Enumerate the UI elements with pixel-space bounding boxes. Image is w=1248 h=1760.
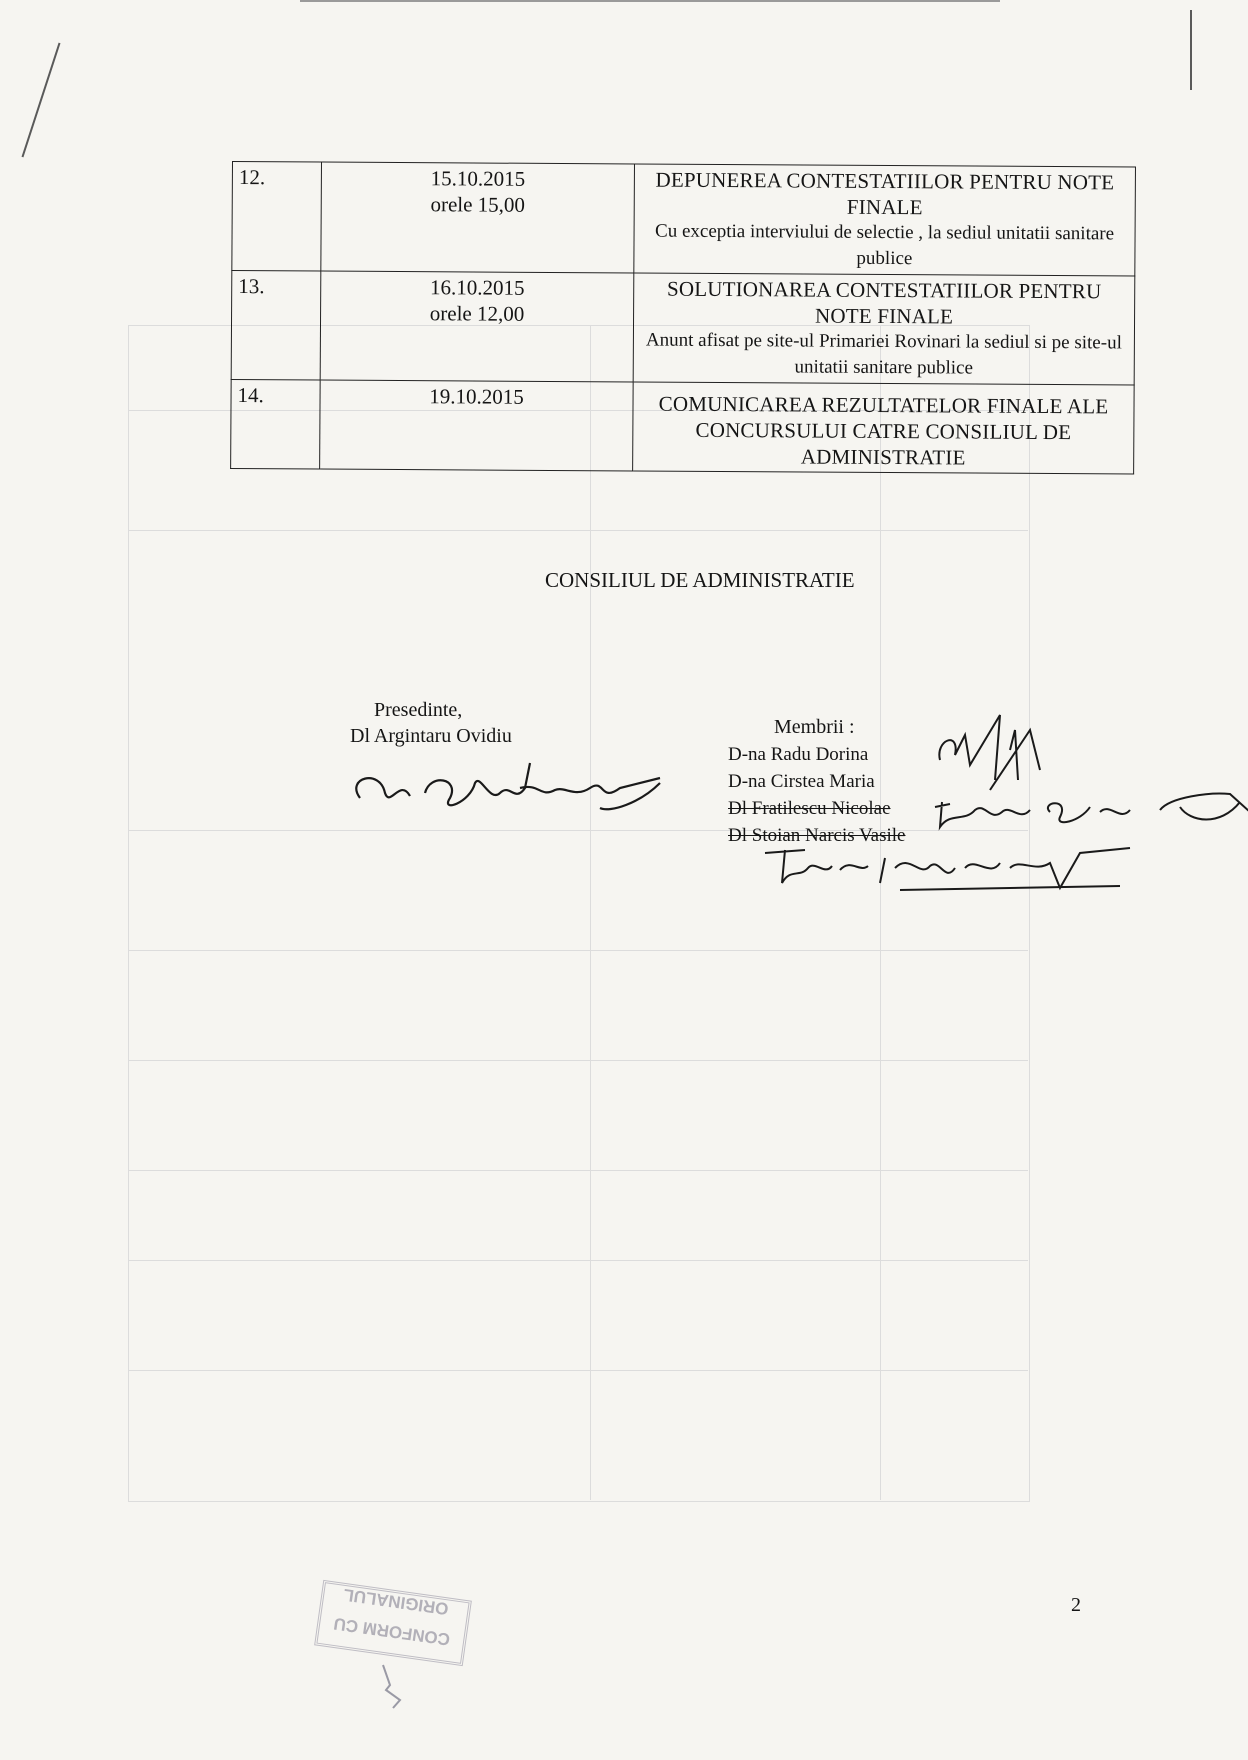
stamp-line: CONFORM CU [332, 1613, 452, 1649]
member-signature [930, 782, 1248, 837]
members-title: Membrii : [774, 716, 855, 738]
event-note: Anunt afisat pe site-ul Primariei Rovinari la sediul si pe site-ul unitatii sanitare publice [645, 329, 1122, 379]
event-cell [633, 273, 1135, 385]
president-title: Presedinte, [374, 699, 463, 721]
event-note: Cu exceptia interviului de selectie , la sediul unitatii sanitare publice [655, 220, 1115, 270]
time: orele 12,00 [429, 301, 525, 326]
date-cell [320, 380, 634, 471]
member-name: Dl Fratilescu Nicolae [728, 798, 891, 819]
bleed-through-line [128, 1060, 1028, 1061]
bleed-through-line [128, 1370, 1028, 1371]
member-name: Dl Stoian Narcis Vasile [728, 825, 906, 846]
date: 15.10.2015 [430, 166, 526, 191]
bleed-through-line [128, 950, 1028, 951]
president-block [350, 697, 512, 749]
bleed-through-line [128, 1260, 1028, 1261]
president-signature [340, 758, 680, 828]
row-number: 12. [232, 162, 322, 272]
bleed-through-table [128, 325, 1030, 1502]
table-row [231, 271, 1135, 386]
event-cell [633, 382, 1135, 474]
event-title: COMUNICAREA REZULTATELOR FINALE ALE CONCURSULUI CATRE CONSILIUL DE ADMINISTRATIE [658, 391, 1109, 470]
bleed-through-line [128, 1170, 1028, 1171]
conformity-stamp [314, 1580, 472, 1666]
stamp-initial [378, 1660, 408, 1710]
row-number: 13. [231, 271, 321, 381]
row-number: 14. [231, 379, 321, 469]
members-block [728, 714, 906, 849]
table-row [232, 162, 1136, 277]
event-title: SOLUTIONAREA CONTESTATIILOR PENTRU NOTE FINALE [666, 276, 1102, 329]
date-cell [321, 162, 635, 273]
bleed-through-line [880, 325, 881, 1500]
scan-edge-mark [300, 0, 1000, 2]
scan-edge-mark [1190, 10, 1192, 90]
scan-edge-mark [22, 43, 61, 158]
member-name: D-na Cirstea Maria [728, 771, 875, 792]
event-title: DEPUNEREA CONTESTATIILOR PENTRU NOTE FINALE [655, 167, 1115, 220]
council-heading: CONSILIUL DE ADMINISTRATIE [545, 568, 855, 592]
event-cell [634, 164, 1136, 276]
date: 19.10.2015 [429, 384, 524, 409]
date-cell [320, 271, 634, 382]
member-name: D-na Radu Dorina [728, 744, 869, 765]
bleed-through-line [590, 325, 591, 1500]
member-signature [760, 838, 1130, 908]
table-row [231, 379, 1135, 474]
president-name: Dl Argintaru Ovidiu [350, 725, 512, 747]
stamp-line: ORIGINALUL [342, 1584, 450, 1619]
bleed-through-line [128, 530, 1028, 531]
date: 16.10.2015 [429, 275, 525, 300]
time: orele 15,00 [430, 192, 526, 217]
schedule-table [230, 161, 1136, 475]
page-number: 2 [1071, 1594, 1081, 1616]
